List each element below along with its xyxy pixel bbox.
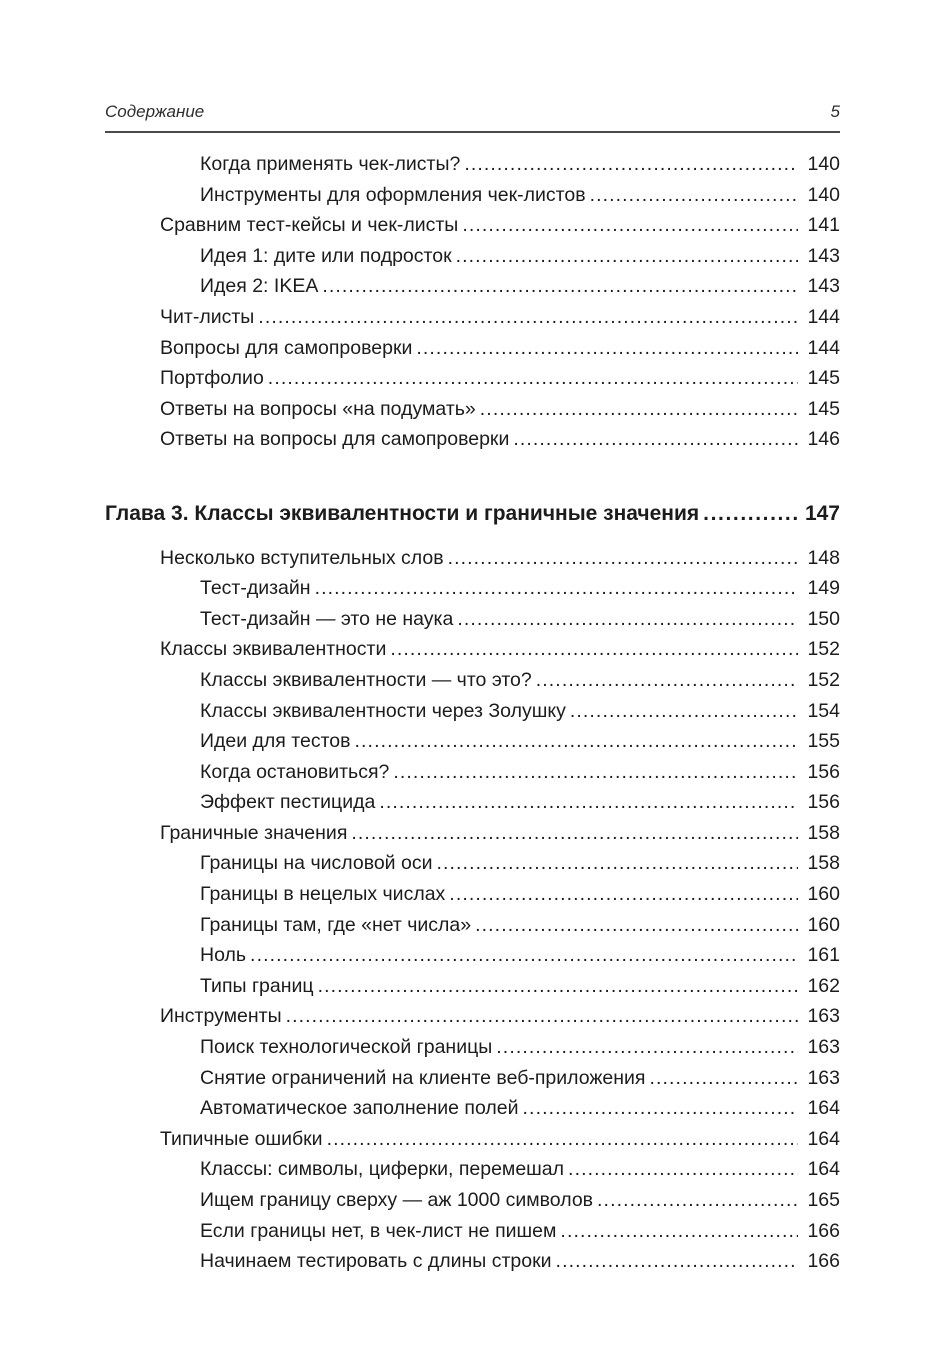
toc-entry-row xyxy=(105,848,840,879)
toc-list xyxy=(105,149,840,1277)
dot-leader xyxy=(699,499,798,530)
dot-leader xyxy=(323,1124,798,1155)
toc-entry-page: 146 xyxy=(807,428,840,451)
toc-entry-row xyxy=(105,363,840,394)
toc-entry-title: Поиск технологической границы xyxy=(200,1036,493,1059)
dot-leader xyxy=(564,1154,798,1185)
dot-leader xyxy=(556,1216,798,1247)
dot-leader xyxy=(453,604,798,635)
dot-leader xyxy=(264,363,798,394)
toc-entry-title: Несколько вступительных слов xyxy=(160,546,444,569)
toc-entry-page: 152 xyxy=(807,668,840,691)
toc-entry-page: 164 xyxy=(807,1158,840,1181)
running-head xyxy=(105,102,840,133)
toc-entry-page: 140 xyxy=(807,153,840,175)
toc-entry-row xyxy=(105,1216,840,1247)
toc-entry-row xyxy=(105,1246,840,1277)
toc-entry-row xyxy=(105,1154,840,1185)
toc-entry-row xyxy=(105,940,840,971)
dot-leader xyxy=(492,1032,798,1063)
toc-entry-page: 166 xyxy=(807,1219,840,1242)
toc-entry-row xyxy=(105,910,840,941)
toc-entry-page: 156 xyxy=(807,791,840,814)
toc-entry-page: 143 xyxy=(807,275,840,298)
toc-entry-row xyxy=(105,1124,840,1155)
dot-leader xyxy=(254,302,798,333)
toc-entry-title: Инструменты для оформления чек-листов xyxy=(200,183,586,206)
toc-entry-title: Границы там, где «нет числа» xyxy=(200,913,472,936)
toc-entry-row xyxy=(105,302,840,333)
dot-leader xyxy=(452,241,798,272)
toc-entry-page: 158 xyxy=(807,852,840,875)
toc-entry-title: Тест-дизайн xyxy=(200,577,311,600)
toc-entry-page: 155 xyxy=(807,730,840,753)
toc-entry-page: 161 xyxy=(807,944,840,967)
toc-entry-page: 143 xyxy=(807,244,840,267)
toc-entry-row xyxy=(105,573,840,604)
toc-entry-page: 162 xyxy=(807,974,840,997)
toc-entry-page: 164 xyxy=(807,1097,840,1120)
toc-entry-page: 163 xyxy=(807,1036,840,1059)
toc-entry-page: 145 xyxy=(807,397,840,420)
toc-entry-title: Идея 1: дите или подросток xyxy=(200,244,452,267)
toc-entry-row xyxy=(105,180,840,211)
toc-entry-title: Типы границ xyxy=(200,974,314,997)
toc-entry-row xyxy=(105,1185,840,1216)
toc-entry-title: Идея 2: IKEA xyxy=(200,275,319,298)
toc-entry-title: Портфолио xyxy=(160,367,264,390)
toc-entry-row xyxy=(105,787,840,818)
toc-entry-page: 164 xyxy=(807,1127,840,1150)
toc-entry-title: Начинаем тестировать с длины строки xyxy=(200,1250,552,1273)
toc-entry-row xyxy=(105,726,840,757)
toc-entry-row xyxy=(105,634,840,665)
toc-entry-page: 152 xyxy=(807,638,840,661)
dot-leader xyxy=(282,1001,798,1032)
dot-leader xyxy=(586,180,798,211)
toc-entry-row xyxy=(105,818,840,849)
toc-entry-page: 163 xyxy=(807,1005,840,1028)
dot-leader xyxy=(412,333,798,364)
dot-leader xyxy=(458,210,798,241)
toc-entry-page: 163 xyxy=(807,1066,840,1089)
dot-leader xyxy=(375,787,798,818)
dot-leader xyxy=(460,149,798,180)
dot-leader xyxy=(351,726,798,757)
toc-entry-row xyxy=(105,757,840,788)
dot-leader xyxy=(386,634,798,665)
toc-entry-row xyxy=(105,971,840,1002)
toc-entry-title: Типичные ошибки xyxy=(160,1127,323,1150)
toc-entry-row xyxy=(105,1093,840,1124)
toc-entry-page: 158 xyxy=(807,821,840,844)
dot-leader xyxy=(311,573,798,604)
toc-entry-page: 160 xyxy=(807,883,840,906)
dot-leader xyxy=(552,1246,798,1277)
toc-entry-title: Границы на числовой оси xyxy=(200,852,433,875)
toc-entry-page: 160 xyxy=(807,913,840,936)
toc-entry-row xyxy=(105,879,840,910)
toc-entry-title: Сравним тест-кейсы и чек-листы xyxy=(160,214,459,237)
toc-entry-row xyxy=(105,149,840,180)
toc-entry-title: Ответы на вопросы «на подумать» xyxy=(160,397,476,420)
dot-leader xyxy=(445,879,798,910)
toc-entry-title: Если границы нет, в чек-лист не пишем xyxy=(200,1219,557,1242)
dot-leader xyxy=(389,757,798,788)
toc-chapter-row xyxy=(105,499,840,530)
toc-entry-page: 166 xyxy=(807,1250,840,1273)
toc-entry-row xyxy=(105,696,840,727)
page-number: 5 xyxy=(830,102,840,121)
toc-entry-page: 154 xyxy=(807,699,840,722)
dot-leader xyxy=(471,910,798,941)
toc-entry-title: Снятие ограничений на клиенте веб-приложения xyxy=(200,1066,646,1089)
toc-entry-title: Вопросы для самопроверки xyxy=(160,336,413,359)
toc-entry-title: Идеи для тестов xyxy=(200,730,351,753)
dot-leader xyxy=(314,971,798,1002)
toc-entry-title: Классы: символы, циферки, перемешал xyxy=(200,1158,565,1181)
toc-entry-row xyxy=(105,1063,840,1094)
toc-entry-title: Ищем границу сверху — аж 1000 символов xyxy=(200,1189,594,1211)
toc-entry-row xyxy=(105,424,840,455)
toc-entry-title: Ответы на вопросы для самопроверки xyxy=(160,428,510,451)
dot-leader xyxy=(444,543,798,574)
toc-entry-title: Эффект пестицида xyxy=(200,791,376,814)
toc-entry-page: 150 xyxy=(807,607,840,630)
dot-leader xyxy=(347,818,798,849)
dot-leader xyxy=(519,1093,798,1124)
toc-entry-title: Тест-дизайн — это не наука xyxy=(200,607,454,630)
dot-leader xyxy=(532,665,798,696)
running-head-title: Содержание xyxy=(105,102,205,121)
dot-leader xyxy=(432,848,798,879)
toc-entry-row xyxy=(105,210,840,241)
toc-entry-page: 145 xyxy=(807,367,840,390)
toc-entry-title: Инструменты xyxy=(160,1005,282,1028)
toc-entry-page: 140 xyxy=(807,183,840,206)
dot-leader xyxy=(509,424,798,455)
toc-entry-page: 156 xyxy=(807,760,840,783)
toc-entry-title: Классы эквивалентности через Золушку xyxy=(200,699,566,722)
toc-entry-row xyxy=(105,1001,840,1032)
toc-chapter-title: Глава 3. Классы эквивалентности и граничные значения xyxy=(105,501,700,525)
toc-entry-page: 144 xyxy=(807,305,840,328)
toc-entry-row xyxy=(105,604,840,635)
toc-entry-title: Классы эквивалентности xyxy=(160,638,387,661)
toc-entry-row xyxy=(105,665,840,696)
toc-entry-title: Ноль xyxy=(200,944,247,967)
toc-entry-page: 144 xyxy=(807,336,840,359)
toc-entry-page: 149 xyxy=(807,577,840,600)
toc-entry-row xyxy=(105,1032,840,1063)
dot-leader xyxy=(593,1185,798,1216)
toc-entry-title: Классы эквивалентности — что это? xyxy=(200,668,532,691)
dot-leader xyxy=(246,940,798,971)
toc-entry-page: 147 xyxy=(804,501,840,525)
toc-entry-title: Когда остановиться? xyxy=(200,760,390,783)
toc-entry-row xyxy=(105,333,840,364)
dot-leader xyxy=(318,271,798,302)
toc-entry-title: Граничные значения xyxy=(160,821,348,844)
toc-entry-title: Границы в нецелых числах xyxy=(200,883,446,906)
toc-entry-title: Автоматическое заполнение полей xyxy=(200,1097,519,1120)
dot-leader xyxy=(476,394,798,425)
dot-leader xyxy=(645,1063,798,1094)
toc-entry-page: 148 xyxy=(807,546,840,569)
toc-entry-title: Когда применять чек-листы? xyxy=(200,153,461,175)
toc-entry-row xyxy=(105,543,840,574)
toc-entry-page: 165 xyxy=(807,1189,840,1211)
toc-entry-row xyxy=(105,241,840,272)
dot-leader xyxy=(566,696,798,727)
toc-entry-row xyxy=(105,271,840,302)
toc-entry-page: 141 xyxy=(807,214,840,237)
toc-entry-title: Чит-листы xyxy=(160,305,255,328)
toc-entry-row xyxy=(105,394,840,425)
